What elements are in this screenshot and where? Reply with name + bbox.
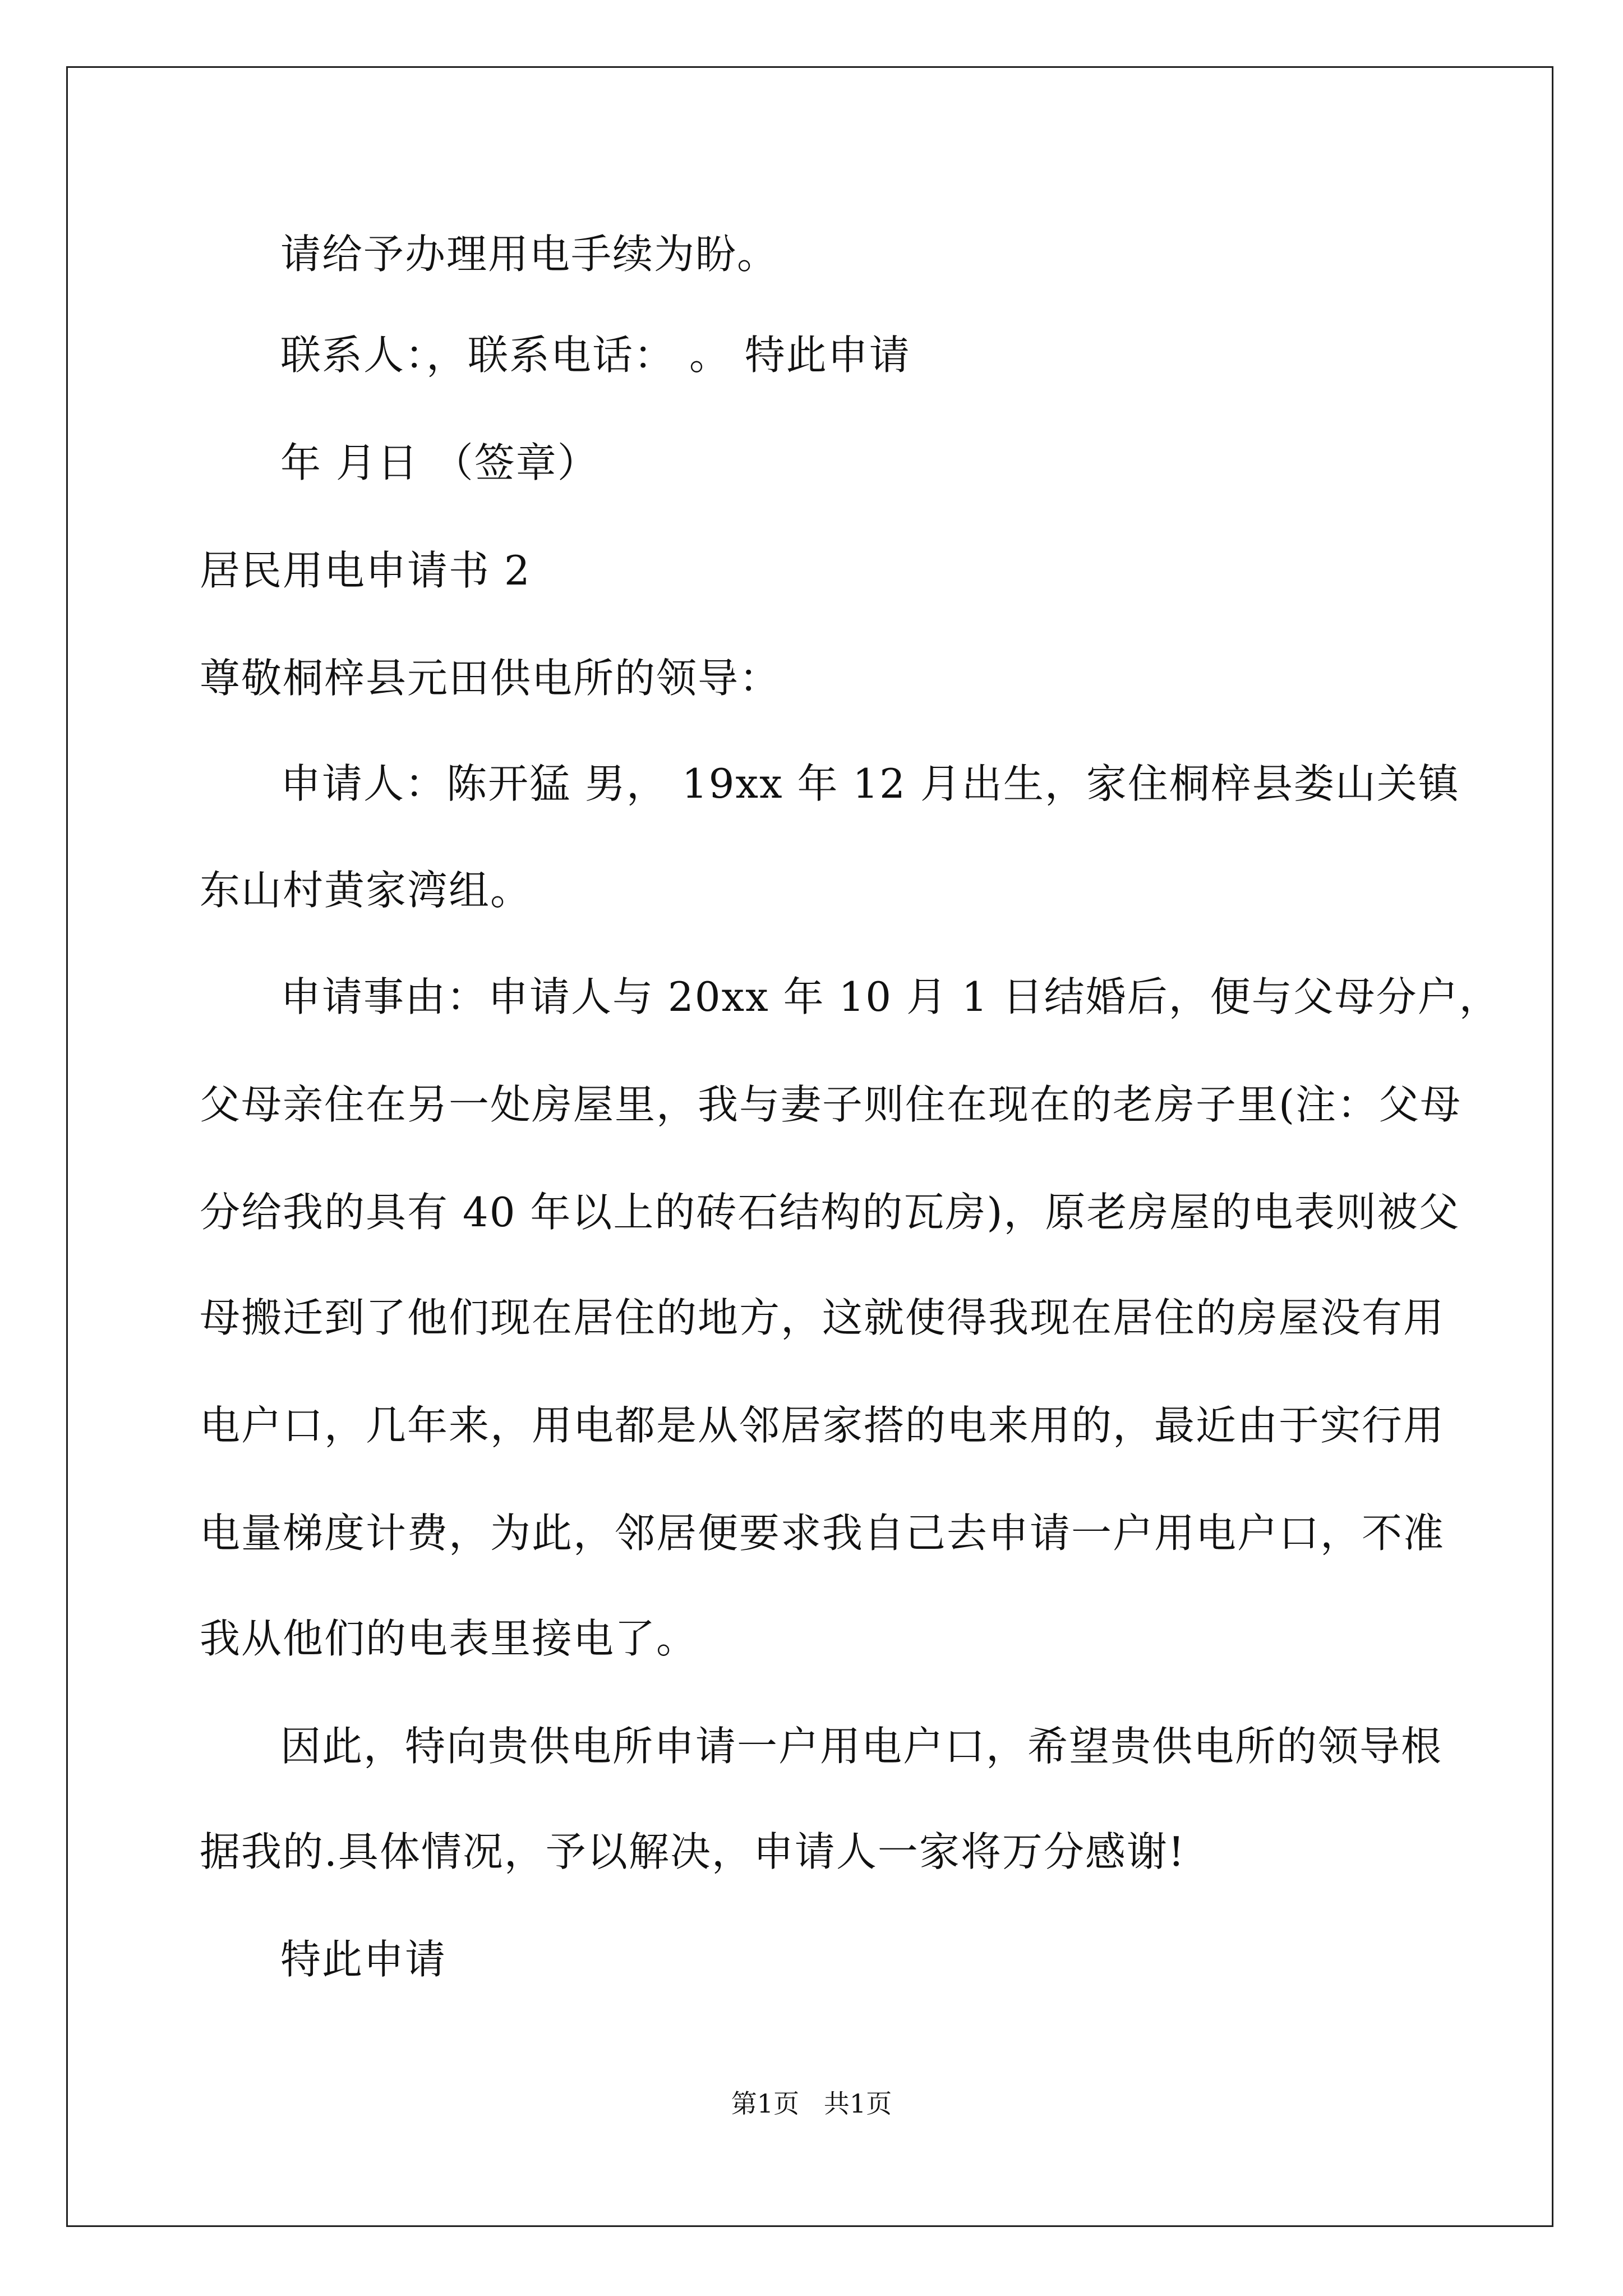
text-line-1: 请给予办理用电手续为盼。 — [280, 231, 779, 278]
text-line-12: 电户口，几年来，用电都是从邻居家搭的电来用的，最近由于实行用 — [200, 1402, 1445, 1449]
closing-line: 特此申请 — [280, 1936, 447, 1983]
section-title: 居民用电申请书 2 — [200, 547, 531, 594]
text-line-6: 申请人：陈开猛 男， 19xx 年 12 月出生，家住桐梓县娄山关镇 — [280, 760, 1460, 807]
text-line-15: 因此，特向贵供电所申请一户用电户口，希望贵供电所的领导根 — [280, 1723, 1443, 1770]
page-footer: 第1页 共1页 — [731, 2088, 892, 2119]
page-border — [66, 66, 1553, 2227]
text-line-11: 母搬迁到了他们现在居住的地方，这就使得我现在居住的房屋没有用 — [200, 1294, 1445, 1341]
text-line-3: 年 月日 （签章） — [280, 439, 599, 486]
text-line-10: 分给我的具有 40 年以上的砖石结构的瓦房)，原老房屋的电表则被父 — [200, 1189, 1460, 1236]
salutation: 尊敬桐梓县元田供电所的领导： — [200, 655, 781, 702]
text-line-9: 父母亲住在另一处房屋里，我与妻子则住在现在的老房子里(注：父母 — [200, 1081, 1462, 1128]
text-line-13: 电量梯度计费，为此，邻居便要求我自己去申请一户用电户口，不准 — [200, 1510, 1445, 1557]
text-line-2: 联系人：，联系电话： 。 特此申请 — [280, 332, 911, 379]
text-line-16: 据我的.具体情况，予以解决，申请人一家将万分感谢! — [200, 1828, 1186, 1875]
text-line-7: 东山村黄家湾组。 — [200, 867, 532, 914]
text-line-8: 申请事由：申请人与 20xx 年 10 月 1 日结婚后，便与父母分户， — [280, 973, 1501, 1020]
text-line-14: 我从他们的电表里接电了。 — [200, 1615, 698, 1662]
